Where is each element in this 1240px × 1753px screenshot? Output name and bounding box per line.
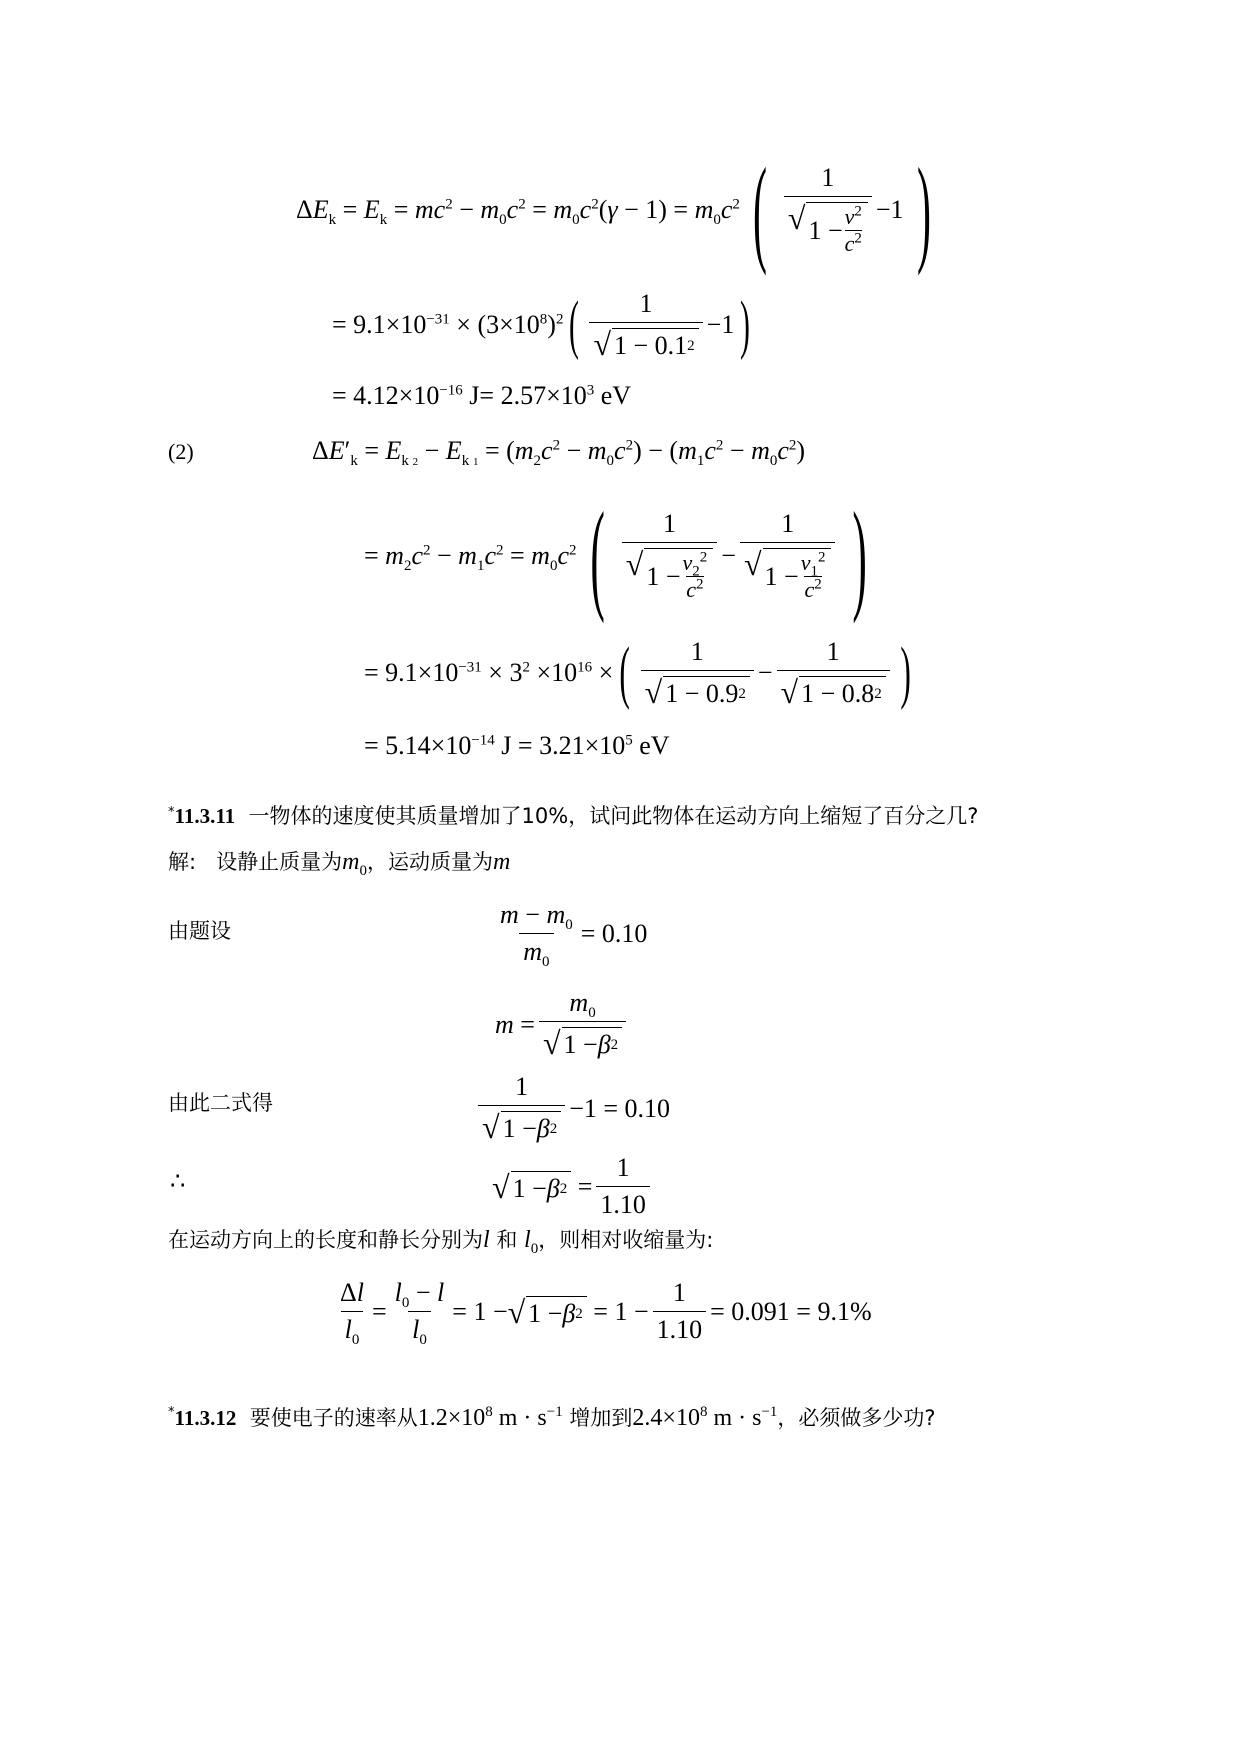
problem-12-text-a: 要使电子的速率从 (249, 1406, 418, 1430)
length-text-a: 在运动方向上的长度和静长分别为 (168, 1228, 483, 1252)
problem-12-text-c: ，必须做多少功? (777, 1406, 936, 1430)
therefore-label: ∴ (170, 1167, 186, 1195)
equation-ek-numeric: = $9.1\times 10^{-31} \times (3\times 10^8)^2$ ( 1 √ 1 − 0.1 2 −1 ) (332, 288, 751, 362)
from-problem-label: 由题设 (168, 919, 231, 943)
equation-beta-relation: 1 √ 1 − β 2 −1 = 0.10 (474, 1074, 670, 1143)
equation-mass-increase: $\frac{m - m_0}{m_0}$ = 0.10 (500, 900, 648, 971)
from-two-label: 由此二式得 (168, 1091, 273, 1115)
problem-11-3-11-statement: *11.3.11 一物体的速度使其质量增加了10%，试问此物体在运动方向上缩短了百分之几? (168, 804, 979, 828)
equation-relative-contraction: $\frac{\Delta l}{l_0}$ = $\frac{l_0 - l}{l_0}$ = 1 − √ 1 − β 2 = 1 − $\frac{1}{1.10}$ = 0.091 = 9.1% (340, 1278, 872, 1349)
equation-ek-result: = $4.12\times 10^{-16}$ $J= 2.57\times 10^3$ eV (332, 381, 632, 410)
equation-delta-ek-prime: $\Delta E'_k = E_{k 2} - E_{k 1} = (m_2c^2 - m_0c^2) - (m_1c^2 - m_0c^2)$ (312, 436, 806, 470)
problem-question: 一物体的速度使其质量增加了10%，试问此物体在运动方向上缩短了百分之几? (248, 804, 979, 828)
solution-intro-text-b: ，运动质量为 (366, 850, 493, 874)
equation-delta-ek: $\Delta E_k = E_k = mc^2 - m_0c^2 = m_0c^2(\gamma - 1) = m_0c^2$ ( 1 √ 1 − $v^2$ $c^2$ −1 ) (296, 143, 931, 276)
problem-number-12: 11.3.12 (174, 1406, 237, 1430)
equation-ek-diff-result: = $5.14\times 10^{-14}$ $J = 3.21\times 10^5$ eV (364, 731, 670, 760)
equation-ek-diff-symbolic: = $m_2c^2 - m_1c^2 = m_0c^2$ ( 1 √ 1 − $v_2^2$ $c^2$ − 1 √ 1 − $v_1^2$ $c^2$ ) (364, 487, 868, 624)
solution-prefix: 解: (168, 850, 197, 874)
solution-intro: 解: 设静止质量为$m_0$，运动质量为m (168, 849, 511, 879)
part-2-label: (2) (168, 439, 194, 464)
problem-11-3-12-statement: *11.3.12 要使电子的速率从$1.2\times 10^8$ $m \cdot s^{-1}$ 增加到$2.4\times 10^8$ $m \cdot s^{-1}$，必须做多少功? (168, 1404, 936, 1431)
problem-12-text-b: 增加到 (569, 1406, 633, 1430)
equation-sqrt-beta: √ 1 − β 2 = $\frac{1}{1.10}$ (492, 1155, 654, 1218)
equation-relativistic-mass: m = $m_0$ √ 1 − β 2 (495, 990, 630, 1059)
length-text-b: 和 (496, 1228, 518, 1252)
length-contraction-text: 在运动方向上的长度和静长分别为l 和 $l_0$，则相对收缩量为: (168, 1227, 714, 1257)
length-text-c: ，则相对收缩量为: (538, 1228, 714, 1252)
problem-number: 11.3.11 (174, 804, 236, 828)
solution-intro-text-a: 设静止质量为 (216, 850, 343, 874)
equation-ek-diff-numeric: = $9.1\times 10^{-31} \times 3^2 \times 10^{16}$ × ( 1 √ 1 − 0.9 2 − 1 √ 1 − 0.8 2 ) (364, 634, 911, 711)
